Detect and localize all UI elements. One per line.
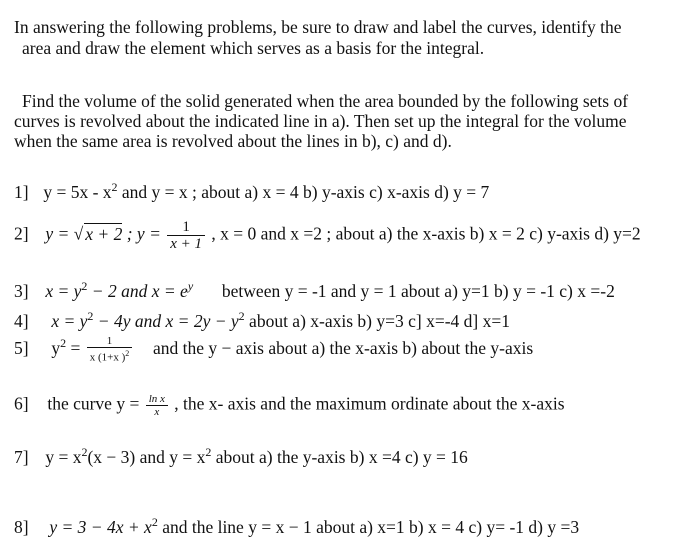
problem-3 bbox=[14, 276, 615, 301]
problem-5-eq-a: y bbox=[51, 337, 61, 358]
problem-7-eq-b: (x − 3) and y = x bbox=[87, 446, 206, 467]
problem-5-eq-b: = bbox=[66, 337, 85, 358]
problem-4-eq-b: − 4y and x = 2y − y bbox=[93, 310, 239, 331]
problem-number: 3] bbox=[14, 280, 29, 301]
problem-7 bbox=[14, 442, 468, 467]
fraction-numerator: 1 bbox=[87, 335, 133, 348]
problem-2 bbox=[14, 219, 641, 252]
problem-4 bbox=[14, 306, 510, 331]
problem-8-rest: and the line y = x − 1 about a) x=1 b) x = 4 c) y= -1 d) y =3 bbox=[157, 516, 580, 537]
fraction bbox=[167, 219, 205, 252]
problem-4-rest: about a) x-axis b) y=3 c] x=-4 d] x=1 bbox=[244, 310, 510, 331]
problem-7-rest: about a) the y-axis b) x =4 c) y = 16 bbox=[211, 446, 468, 467]
fraction bbox=[87, 335, 133, 364]
task-line-2: curves is revolved about the indicated line in a). Then set up the integral for the volume bbox=[14, 111, 627, 131]
problem-5 bbox=[14, 333, 533, 364]
exponent: 2 bbox=[238, 309, 245, 323]
problem-number: 6] bbox=[14, 393, 29, 414]
exponent: 2 bbox=[205, 445, 212, 459]
problem-3-rest: between y = -1 and y = 1 about a) y=1 b) y = -1 c) x =-2 bbox=[221, 280, 615, 301]
problem-number: 7] bbox=[14, 446, 29, 467]
sqrt-radicand: x + 2 bbox=[85, 223, 123, 244]
problem-2-eq-a: y = bbox=[45, 223, 74, 244]
task-line-1: Find the volume of the solid generated when the area bounded by the following sets of bbox=[22, 91, 629, 111]
problem-4-eq-a: x = y bbox=[51, 310, 88, 331]
exponent: 2 bbox=[111, 180, 118, 194]
task-line-3: when the same area is revolved about the lines in b), c) and d). bbox=[14, 131, 452, 151]
problem-number: 1] bbox=[14, 181, 29, 202]
exponent: 2 bbox=[81, 279, 88, 293]
denominator-base: x (1+x ) bbox=[89, 352, 126, 365]
fraction-denominator bbox=[87, 348, 133, 364]
fraction-numerator: ln x bbox=[146, 393, 168, 406]
problem-1-eq: y = 5x - x bbox=[43, 181, 112, 202]
problem-8 bbox=[14, 512, 579, 537]
problem-number: 4] bbox=[14, 310, 29, 331]
exponent: 2 bbox=[125, 349, 130, 359]
fraction bbox=[146, 393, 168, 418]
sqrt-sign: √ bbox=[73, 223, 84, 244]
problem-6 bbox=[14, 393, 565, 418]
exponent: y bbox=[187, 279, 194, 293]
problem-2-rest: , x = 0 and x =2 ; about a) the x-axis b) x = 2 c) y-axis d) y=2 bbox=[211, 223, 641, 244]
exponent: 2 bbox=[81, 445, 88, 459]
problem-1 bbox=[14, 177, 489, 202]
problem-8-eq-a: y = 3 − 4x + x bbox=[49, 516, 152, 537]
problem-7-eq-a: y = x bbox=[45, 446, 82, 467]
problem-2-eq-b: ; y = bbox=[122, 223, 166, 244]
problem-6-eq-a: the curve y = bbox=[47, 393, 144, 414]
problem-5-rest: and the y − axis about a) the x-axis b) about the y-axis bbox=[152, 337, 534, 358]
problem-3-eq-a: x = y bbox=[45, 280, 82, 301]
fraction-denominator: x + 1 bbox=[170, 236, 203, 252]
exponent: 2 bbox=[87, 309, 94, 323]
exponent: 2 bbox=[151, 515, 158, 529]
intro-line-2: area and draw the element which serves as a basis for the integral. bbox=[22, 38, 485, 58]
fraction-numerator: 1 bbox=[167, 219, 205, 236]
problem-6-rest: , the x- axis and the maximum ordinate about the x-axis bbox=[174, 393, 565, 414]
intro-line-1: In answering the following problems, be sure to draw and label the curves, identify the bbox=[14, 17, 622, 37]
exponent: 2 bbox=[60, 336, 67, 350]
problem-3-eq-b: − 2 and x = e bbox=[87, 280, 188, 301]
problem-1-rest: and y = x ; about a) x = 4 b) y-axis c) x-axis d) y = 7 bbox=[117, 181, 490, 202]
problem-number: 2] bbox=[14, 223, 29, 244]
problem-number: 5] bbox=[14, 337, 29, 358]
fraction-denominator: x bbox=[154, 406, 160, 418]
problem-number: 8] bbox=[14, 516, 29, 537]
